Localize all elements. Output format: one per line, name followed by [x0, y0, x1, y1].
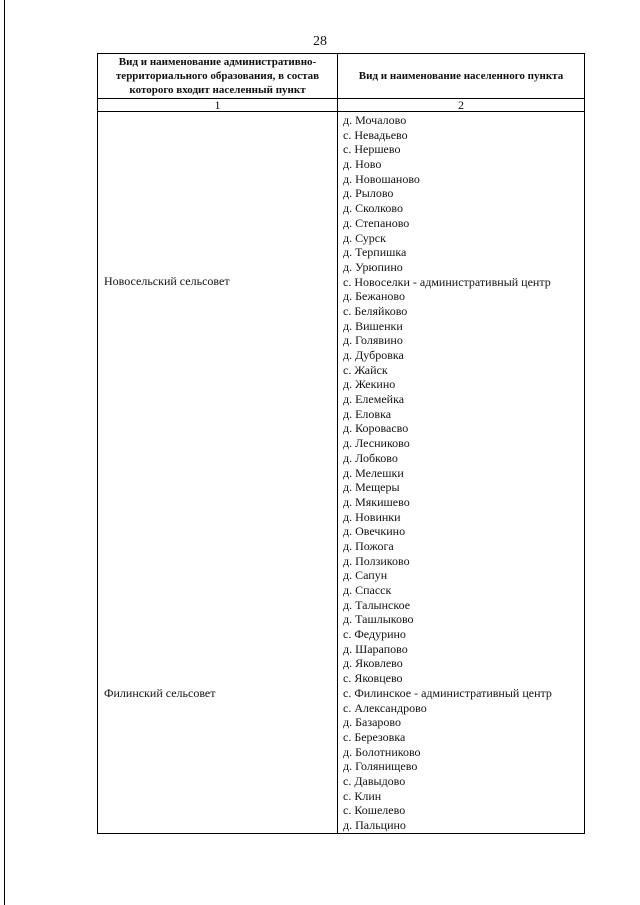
column-number-row: [98, 99, 585, 112]
admin-unit-column: [98, 112, 338, 834]
list-item: д. Урюпино: [343, 259, 403, 274]
list-item: с. Клин: [343, 788, 382, 803]
list-item: д. Дубровка: [343, 348, 404, 362]
list-item: с. Невадьево: [343, 127, 408, 142]
list-item: с. Березовка: [343, 729, 406, 744]
list-item: с. Беляйково: [343, 303, 408, 318]
page-left-border: [4, 0, 5, 905]
table-body-row: [98, 112, 585, 834]
list-item: д. Лесниково: [343, 436, 410, 451]
list-item: д. Терпишка: [343, 245, 407, 260]
list-item: с. Давыдово: [343, 773, 406, 788]
list-item: д. Новинки: [343, 509, 401, 524]
list-item: с. Нершево: [343, 142, 401, 157]
list-item: д. Бежаново: [343, 289, 405, 304]
settlement-column: [338, 112, 585, 834]
list-item: д. Рылово: [343, 186, 394, 201]
page-number: 28: [313, 34, 327, 49]
settlement-list: [343, 113, 584, 833]
list-item: д. Пожога: [343, 538, 394, 553]
list-item: д. Яковлево: [343, 656, 403, 671]
list-item: с. Жайск: [343, 362, 388, 377]
list-item: д. Ползиково: [343, 553, 410, 568]
list-item: с. Федурино: [343, 627, 406, 642]
list-item: д. Сколково: [343, 201, 403, 216]
list-item: д. Мочалово: [343, 113, 407, 127]
list-item: с. Филинское - административный центр: [343, 685, 552, 700]
list-item: с. Кошелево: [343, 803, 406, 818]
list-item: с. Александрово: [343, 700, 427, 715]
list-item: д. Талынское: [343, 597, 411, 612]
list-item: д. Пальцино: [343, 818, 406, 832]
list-item: д. Шарапово: [343, 641, 408, 656]
list-item: д. Новошаново: [343, 171, 420, 186]
list-item: д. Коровасво: [343, 421, 409, 436]
list-item: д. Вишенки: [343, 318, 403, 333]
list-item: д. Ново: [343, 157, 382, 172]
list-item: д. Ташлыково: [343, 612, 414, 627]
list-item: д. Мякишево: [343, 494, 410, 509]
table-header-row: [98, 54, 585, 99]
list-item: д. Базарово: [343, 715, 401, 730]
list-item: д. Жекино: [343, 377, 396, 392]
list-item: д. Степаново: [343, 215, 410, 230]
list-item: с. Яковцево: [343, 671, 403, 686]
settlements-table: [97, 53, 585, 834]
list-item: д. Мещеры: [343, 480, 400, 495]
list-item: д. Еловка: [343, 406, 392, 421]
list-item: д. Голявино: [343, 333, 403, 348]
list-item: д. Елемейка: [343, 392, 405, 407]
district-name: Филинский сельсовет: [104, 686, 216, 700]
list-item: д. Болотниково: [343, 744, 421, 759]
header-settlement: Вид и наименование населенного пункта: [338, 54, 585, 99]
column-number-1: 1: [98, 99, 338, 112]
header-admin-unit: Вид и наименование административно-территориального образования, в состав которого входит населенный пункт: [98, 54, 338, 99]
list-item: д. Спасск: [343, 583, 392, 597]
district-name: Новосельский сельсовет: [104, 274, 230, 288]
list-item: д. Овечкино: [343, 524, 406, 539]
list-item: д. Сапун: [343, 568, 388, 583]
column-number-2: 2: [338, 99, 585, 112]
list-item: д. Голянищево: [343, 759, 418, 774]
list-item: д. Сурск: [343, 230, 386, 245]
list-item: д. Лобково: [343, 450, 398, 465]
list-item: с. Новоселки - административный центр: [343, 274, 551, 289]
list-item: д. Мелешки: [343, 465, 404, 480]
